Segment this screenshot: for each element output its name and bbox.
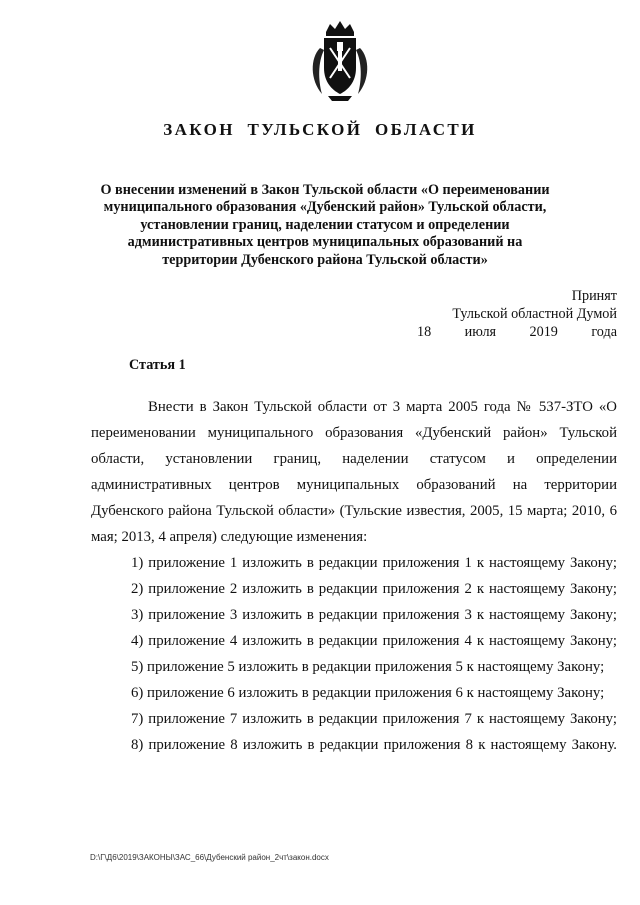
list-item: 6) приложение 6 изложить в редакции приложения 6 к настоящему Закону; <box>131 685 605 701</box>
list-item: 3) приложение 3 изложить в редакции приложения 3 к настоящему Закону; <box>131 607 617 623</box>
intro-paragraph: Внести в Закон Тульской области от 3 марта 2005 года № 537-ЗТО «О переименовании муниципального образования «Дубенский район» Тульской области, установлении границ, наделении статусом и определении административных центров муниципальных образований на территории Дубенского района Тульской области» (Тульские известия, 2005, 15 марта; 2010, 6 мая; 2013, 4 апреля) следующие изменения: <box>91 399 617 545</box>
law-subtitle: О внесении изменений в Закон Тульской области «О переименовании муниципального образования «Дубенский район» Тульской области, установлении границ, наделении статусом и определении административных центров муниципальных образований на территории Дубенского района Тульской области» <box>100 182 550 268</box>
adoption-block <box>417 287 617 341</box>
adoption-year-word: года <box>591 324 617 340</box>
adopted-label: Принят <box>571 288 617 304</box>
list-item: 2) приложение 2 изложить в редакции приложения 2 к настоящему Закону; <box>131 581 617 597</box>
list-item: 1) приложение 1 изложить в редакции приложения 1 к настоящему Закону; <box>131 555 617 571</box>
adoption-day: 18 <box>417 324 432 340</box>
adoption-date <box>417 323 617 341</box>
file-path-footer: D:\Г\Д6\2019\ЗАКОНЫ\ЗАС_66\Дубенский район_2чт\закон.docx <box>90 853 329 862</box>
list-item: 8) приложение 8 изложить в редакции приложения 8 к настоящему Закону. <box>131 737 617 753</box>
law-title: ЗАКОН ТУЛЬСКОЙ ОБЛАСТИ <box>163 120 477 139</box>
adoption-month: июля <box>464 324 497 340</box>
list-item: 5) приложение 5 изложить в редакции приложения 5 к настоящему Закону; <box>131 659 605 675</box>
list-item: 7) приложение 7 изложить в редакции приложения 7 к настоящему Закону; <box>131 711 617 727</box>
article-body <box>91 394 617 758</box>
adopted-by: Тульской областной Думой <box>452 306 617 322</box>
coat-of-arms-icon <box>306 18 374 102</box>
list-item: 4) приложение 4 изложить в редакции приложения 4 к настоящему Закону; <box>131 633 617 649</box>
adoption-year: 2019 <box>529 324 558 340</box>
article-heading: Статья 1 <box>129 357 186 373</box>
